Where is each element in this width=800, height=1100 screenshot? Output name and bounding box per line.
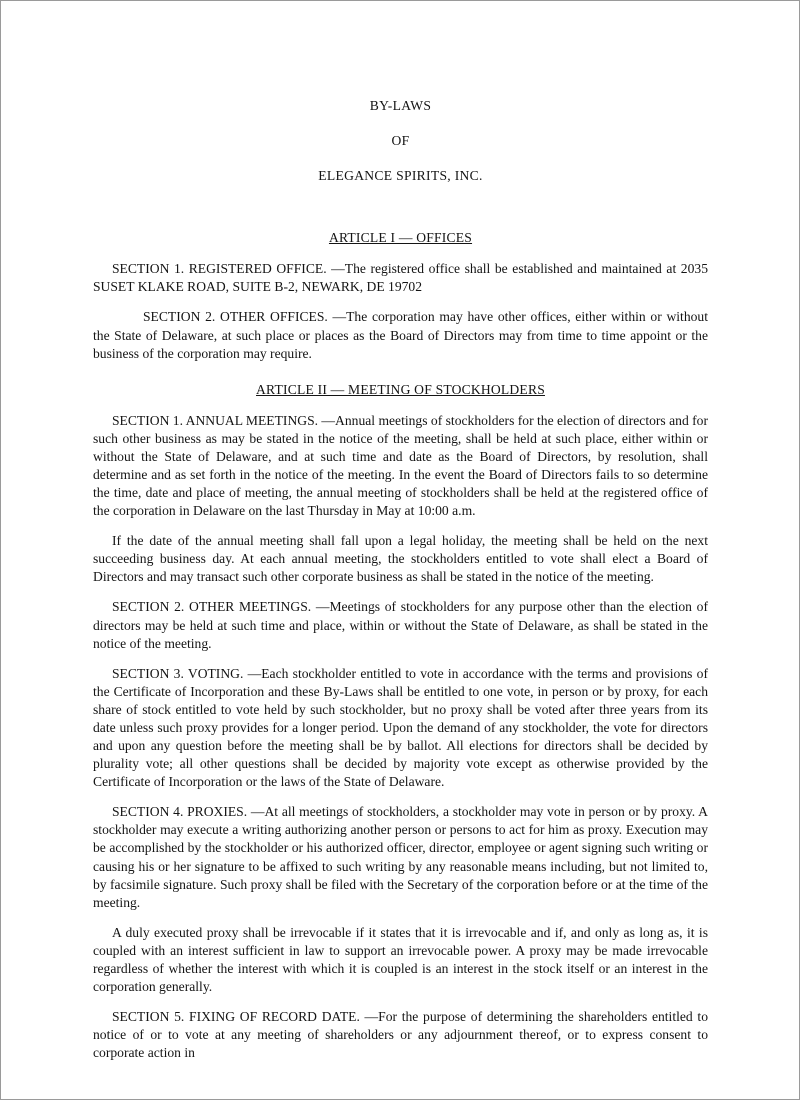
document-title-block bbox=[93, 97, 708, 185]
article-2-section-4-paragraph: SECTION 4. PROXIES. —At all meetings of stockholders, a stockholder may vote in person or by proxy. A stockholder may execute a writing authorizing another person or persons to act for him as proxy. Execution may be accomplished by the stockholder or his authorized officer, director, employee or agent signing such writing or causing his or her signature to be affixed to such writing by any reasonable means including, but not limited to, by facsimile signature. Such proxy shall be filed with the Secretary of the corporation before or at the time of the meeting. bbox=[93, 804, 708, 910]
article-2-section-2-paragraph: SECTION 2. OTHER MEETINGS. —Meetings of stockholders for any purpose other than the election of directors may be held at such time and place, within or without the State of Delaware, as shall be stated in the notice of the meeting. bbox=[93, 599, 708, 651]
article-2-section-1-continuation-paragraph: If the date of the annual meeting shall fall upon a legal holiday, the meeting shall be held on the next succeeding business day. At each annual meeting, the stockholders entitled to vote shall elect a Board of Directors and may transact such other corporate business as shall be stated in the notice of the meeting. bbox=[93, 533, 708, 585]
article-1-section-1-paragraph: SECTION 1. REGISTERED OFFICE. —The registered office shall be established and maintained at 2035 SUSET KLAKE ROAD, SUITE B-2, NEWARK, DE 19702 bbox=[93, 261, 708, 295]
article-1-section-2-paragraph: SECTION 2. OTHER OFFICES. —The corporation may have other offices, either within or without the State of Delaware, at such place or places as the Board of Directors may from time to time appoint or the business of the corporation may require. bbox=[93, 309, 708, 361]
article-2-section-5-paragraph: SECTION 5. FIXING OF RECORD DATE. —For the purpose of determining the shareholders entitled to notice of or to vote at any meeting of shareholders or any adjournment thereof, or to express consent to corporate action in bbox=[93, 1009, 708, 1061]
document-title: BY-LAWS bbox=[369, 98, 432, 113]
company-name: ELEGANCE SPIRITS, INC. bbox=[318, 168, 483, 184]
article-2-section-3-paragraph: SECTION 3. VOTING. —Each stockholder entitled to vote in accordance with the terms and provisions of the Certificate of Incorporation and these By-Laws shall be entitled to one vote, in person or by proxy, for each share of stock entitled to vote held by such stockholder, but no proxy shall be voted after three years from its date unless such proxy provides for a longer period. Upon the demand of any stockholder, the vote for directors and upon any question before the meeting shall be by ballot. All elections for directors shall be decided by plurality vote; all other questions shall be decided by majority vote except as otherwise provided by the Certificate of Incorporation or the laws of the State of Delaware. bbox=[93, 665, 708, 790]
article-2-heading: ARTICLE II — MEETING OF STOCKHOLDERS bbox=[256, 381, 545, 397]
article-2-section-4-continuation-paragraph: A duly executed proxy shall be irrevocable if it states that it is irrevocable and if, and only as long as, it is coupled with an interest sufficient in law to support an irrevocable power. A proxy may be made irrevocable regardless of whether the interest with which it is coupled is an interest in the stock itself or an interest in the corporation generally. bbox=[93, 924, 708, 994]
article-2-section-1-paragraph: SECTION 1. ANNUAL MEETINGS. —Annual meetings of stockholders for the election of directors and for such other business as may be stated in the notice of the meeting, shall be held at such place, either within or without the State of Delaware, and at such time and date as the Board of Directors, by resolution, shall determine and as set forth in the notice of the meeting. In the event the Board of Directors fails to so determine the time, date and place of meeting, the annual meeting of stockholders shall be held at the registered office of the corporation in Delaware on the last Thursday in May at 10:00 a.m. bbox=[93, 412, 708, 519]
document-title-connector: OF bbox=[391, 133, 410, 149]
article-1-heading: ARTICLE I — OFFICES bbox=[328, 230, 473, 246]
